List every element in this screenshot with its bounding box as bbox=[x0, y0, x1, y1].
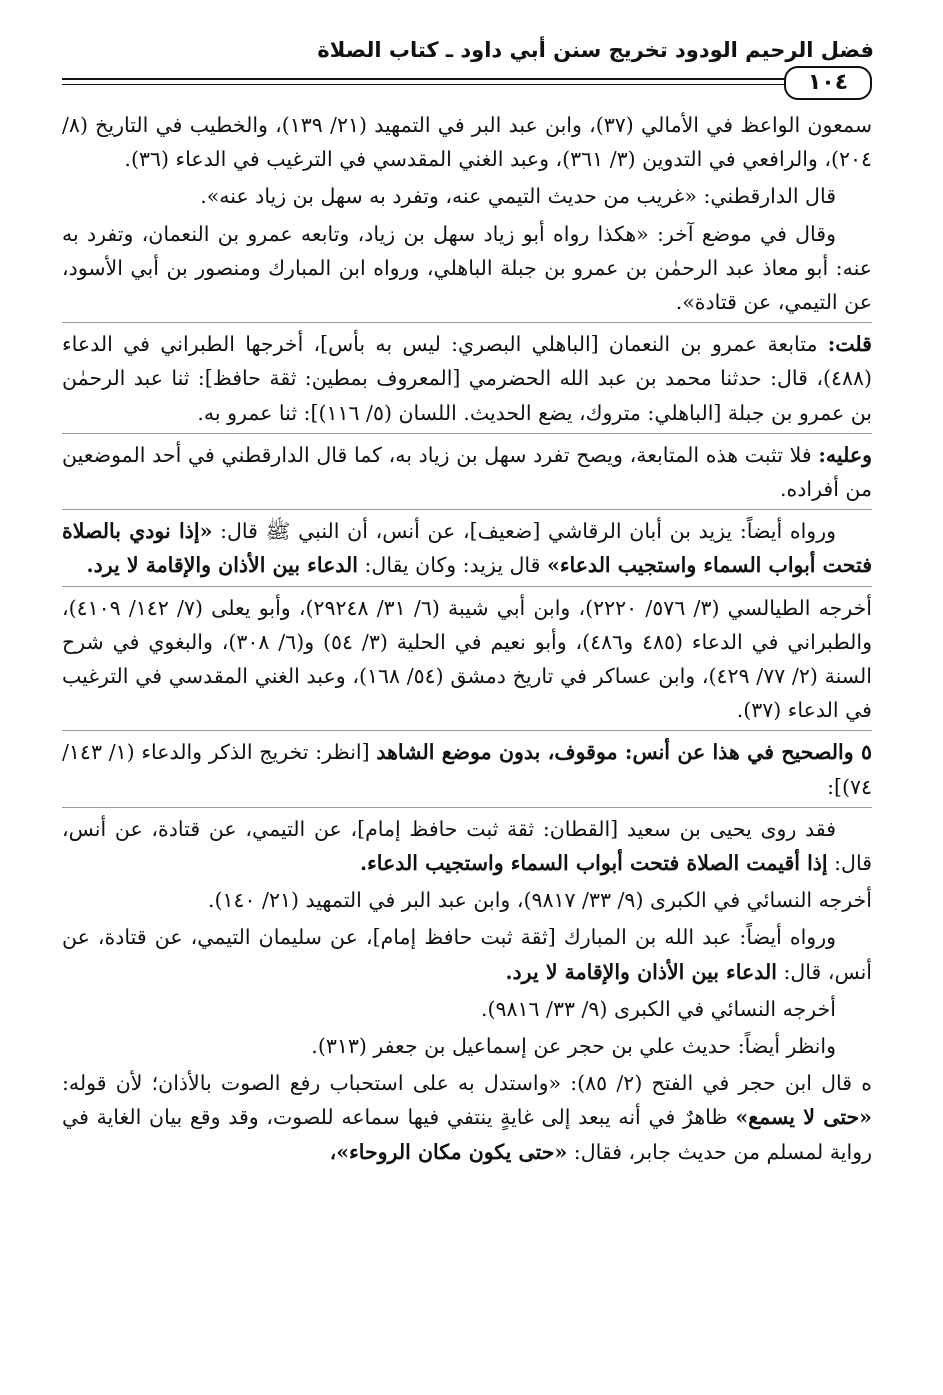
paragraph-1 bbox=[62, 108, 872, 176]
divider bbox=[62, 509, 872, 510]
text-run: متابعة عمرو بن النعمان [الباهلي البصري: ليس به بأس]، أخرجها الطبراني في الدعاء (٤٨٨)، قال: حدثنا محمد بن عبد الله الحضرمي [المعروف بمطين: ثقة حافظ]: ثنا عبد الرحمٰن بن عمرو بن جبلة [الباهلي: متروك، يضع الحديث. اللسان (٥/ ١١٦)]: ثنا عمرو به. bbox=[62, 332, 872, 425]
bold-text-run: إذا أقيمت الصلاة فتحت أبواب السماء واستجيب الدعاء. bbox=[360, 851, 828, 876]
paragraph-12 bbox=[62, 992, 872, 1026]
divider bbox=[62, 433, 872, 434]
text-run: سمعون الواعظ في الأمالي (٣٧)، وابن عبد البر في التمهيد (٢١/ ١٣٩)، والخطيب في التاريخ (٨/ ٢٠٤)، والرافعي في التدوين (٣/ ٣٦١)، وعبد الغني المقدسي في الترغيب في الدعاء (٣٦). bbox=[62, 113, 872, 172]
page-content bbox=[62, 108, 872, 1169]
bold-text-run: «إذا نودي بالصلاة فتحت أبواب السماء واستجيب الدعاء» bbox=[62, 519, 872, 578]
text-run: أخرجه النسائي في الكبرى (٩/ ٣٣/ ٩٨١٧)، وابن عبد البر في التمهيد (٢١/ ١٤٠). bbox=[207, 888, 872, 913]
bold-text-run: الدعاء بين الأذان والإقامة لا يرد. bbox=[86, 553, 358, 578]
paragraph-11 bbox=[62, 920, 872, 988]
paragraph-6 bbox=[62, 514, 872, 582]
text-run: أخرجه النسائي في الكبرى (٩/ ٣٣/ ٩٨١٦). bbox=[480, 996, 836, 1021]
bold-text-run: قلت: bbox=[827, 332, 872, 357]
book-page bbox=[62, 36, 872, 1172]
text-run: ورواه أيضاً: عبد الله بن المبارك [ثقة ثبت حافظ إمام]، عن سليمان التيمي، عن قتادة، عن أنس، قال: bbox=[62, 925, 872, 984]
paragraph-4 bbox=[62, 327, 872, 430]
text-run: فلا تثبت هذه المتابعة، ويصح تفرد سهل بن زياد به، كما قال الدارقطني في أحد الموضعين من أفراده. bbox=[62, 442, 872, 502]
text-run: ظاهرٌ في أنه يبعد إلى غايةٍ ينتفي فيها سماعه للصوت، وقد وقع بيان الغاية في رواية لمسلم من حديث جابر، فقال: bbox=[62, 1105, 872, 1164]
divider bbox=[62, 730, 872, 731]
text-run: وانظر أيضاً: حديث علي بن حجر عن إسماعيل بن جعفر (٣١٣). bbox=[311, 1034, 836, 1059]
paragraph-8 bbox=[62, 735, 872, 803]
paragraph-3 bbox=[62, 217, 872, 320]
paragraph-7 bbox=[62, 591, 872, 728]
header-rule bbox=[62, 78, 872, 85]
header-rule-row bbox=[62, 66, 872, 106]
divider bbox=[62, 586, 872, 587]
running-header-title: فضل الرحيم الودود تخريج سنن أبي داود ـ كتاب الصلاة bbox=[317, 38, 874, 62]
paragraph-9 bbox=[62, 812, 872, 880]
bold-text-run: «حتى لا يسمع» bbox=[735, 1105, 872, 1130]
bold-text-run: الدعاء بين الأذان والإقامة لا يرد. bbox=[505, 959, 777, 984]
text-run: ورواه أيضاً: يزيد بن أبان الرقاشي [ضعيف]، عن أنس، أن النبي ﷺ قال: bbox=[212, 519, 836, 544]
text-run: قال الدارقطني: «غريب من حديث التيمي عنه، وتفرد به سهل بن زياد عنه». bbox=[200, 184, 836, 209]
text-run: قال يزيد: وكان يقال: bbox=[358, 553, 547, 578]
text-run: فقد روى يحيى بن سعيد [القطان: ثقة ثبت حافظ إمام]، عن التيمي، عن قتادة، عن أنس، قال: bbox=[62, 816, 872, 876]
bold-text-run: «حتى يكون مكان الروحاء»، bbox=[329, 1139, 568, 1164]
divider bbox=[62, 807, 872, 808]
paragraph-10 bbox=[62, 883, 872, 917]
text-run: أخرجه الطيالسي (٣/ ٥٧٦/ ٢٢٢٠)، وابن أبي شيبة (٦/ ٣١/ ٢٩٢٤٨)، وأبو يعلى (٧/ ١٤٢/ ٤١٠٩)، والطبراني في الدعاء (٤٨٥ و٤٨٦)، وأبو نعيم في الحلية (٣/ ٥٤) و(٦/ ٣٠٨)، والبغوي في شرح السنة (٢/ ٧٧/ ٤٢٩)، وابن عساكر في تاريخ دمشق (٥٤/ ١٦٨)، وعبد الغني المقدسي في الترغيب في الدعاء (٣٧). bbox=[62, 595, 872, 723]
divider bbox=[62, 322, 872, 323]
paragraph-14 bbox=[62, 1066, 872, 1169]
bold-text-run: وعليه: bbox=[818, 442, 872, 467]
text-run: وقال في موضع آخر: «هكذا رواه أبو زياد سهل بن زياد، وتابعه عمرو بن النعمان، وتفرد به عنه: أبو معاذ عبد الرحمٰن بن عمرو بن جبلة الباهلي، ورواه ابن المبارك ومنصور بن أبي الأسود، عن التيمي، عن قتادة». bbox=[62, 221, 872, 315]
text-run: [انظر: تخريج الذكر والدعاء (١/ ١٤٣/ ٧٤)]: bbox=[62, 740, 872, 799]
paragraph-5 bbox=[62, 438, 872, 506]
paragraph-13 bbox=[62, 1029, 872, 1063]
page-number: ١٠٤ bbox=[784, 66, 872, 100]
text-run: ه قال ابن حجر في الفتح (٢/ ٨٥): «واستدل به على استحباب رفع الصوت بالأذان؛ لأن قوله: bbox=[62, 1071, 872, 1096]
bold-text-run: ٥ والصحيح في هذا عن أنس: موقوف، بدون موضع الشاهد bbox=[376, 740, 872, 765]
paragraph-2 bbox=[62, 179, 872, 213]
